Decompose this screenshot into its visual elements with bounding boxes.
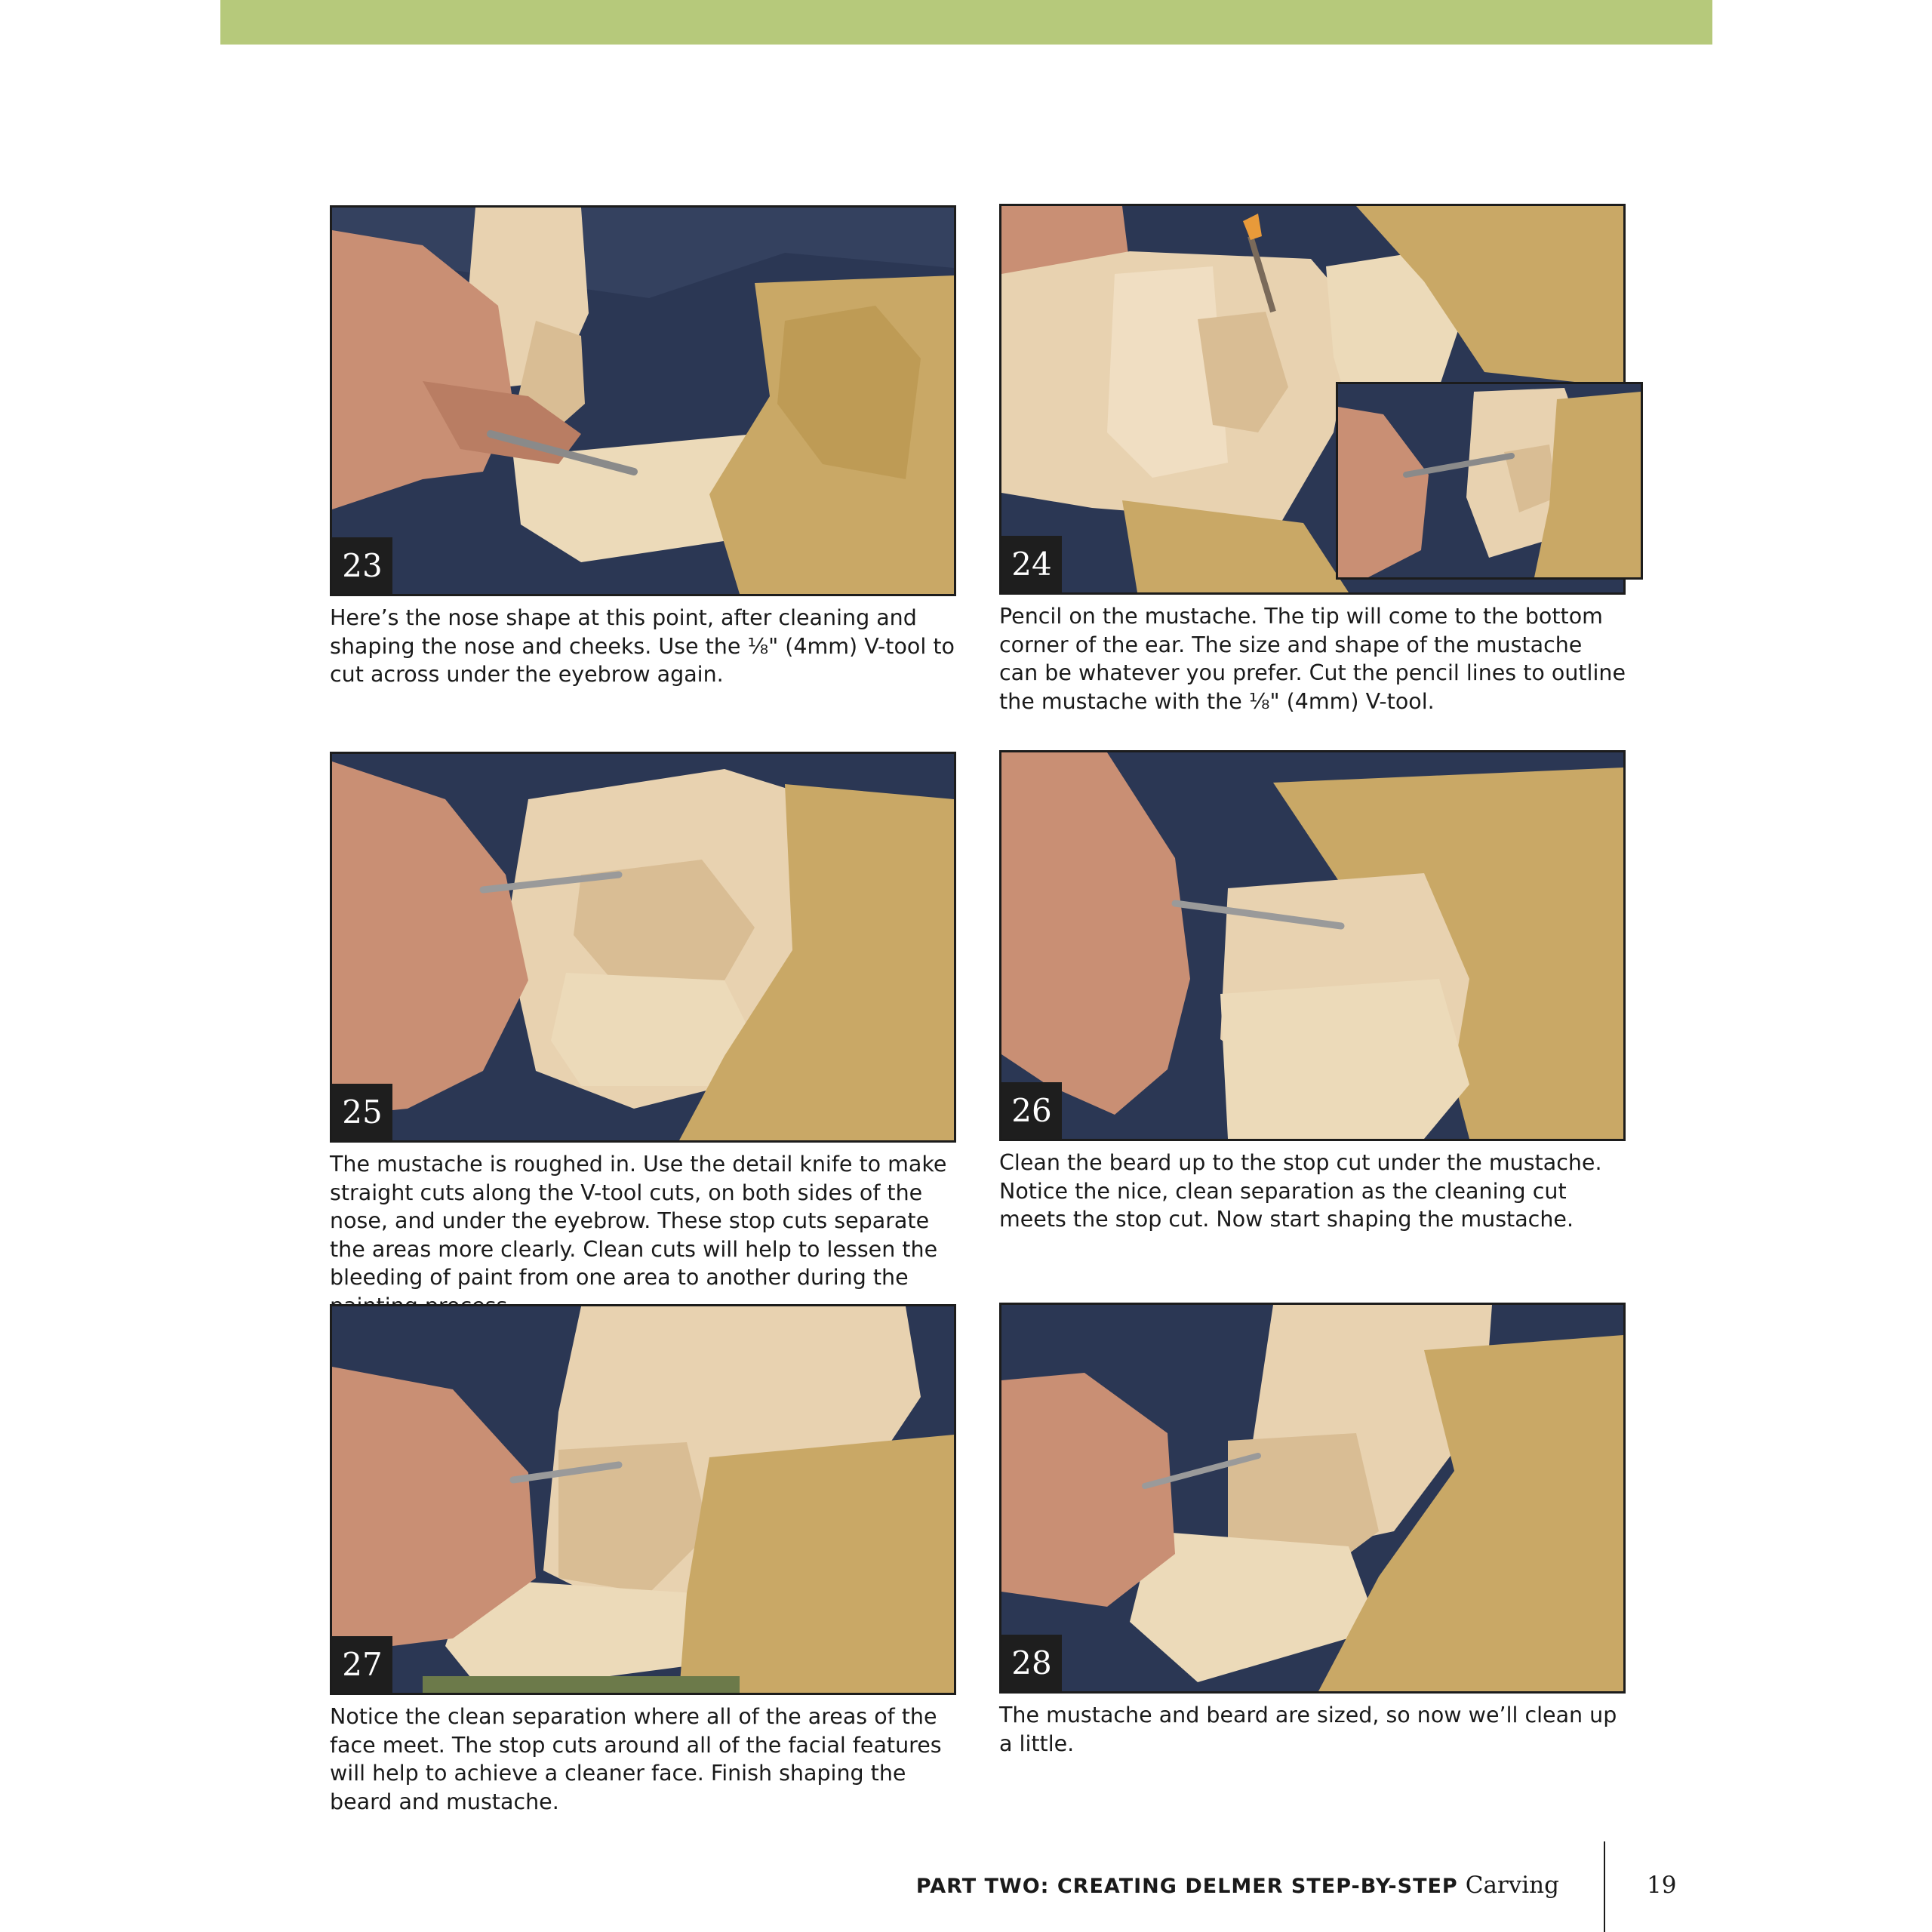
step-caption: Here’s the nose shape at this point, after cleaning and shaping the nose and cheeks. Use the ⅛" (4mm) V-tool to cut across under the eyebrow again. bbox=[330, 605, 955, 687]
step-caption: Pencil on the mustache. The tip will come to the bottom corner of the ear. The size and shape of the mustache can be whatever you prefer. Cut the pencil lines to outline the mustache with the ⅛" (4mm) V-tool. bbox=[999, 604, 1626, 714]
step-number-badge: 23 bbox=[332, 537, 392, 594]
running-footer bbox=[916, 1872, 1559, 1899]
header-color-band bbox=[220, 0, 1712, 45]
step-caption: Notice the clean separation where all of the areas of the face meet. The stop cuts around all of the facial features will help to achieve a cleaner face. Finish shaping the beard and mustache. bbox=[330, 1704, 942, 1814]
step-24-inset-photo bbox=[1336, 382, 1643, 580]
step-number-badge: 28 bbox=[1001, 1635, 1062, 1691]
step-caption: The mustache is roughed in. Use the detail knife to make straight cuts along the V-tool cuts, on both sides of the nose, and under the eyebrow. These stop cuts separate the areas more clearly. Clean cuts will help to lessen the bleeding of paint from one area to another during the bbox=[330, 1152, 947, 1290]
step-photo bbox=[999, 1303, 1626, 1694]
page-number: 19 bbox=[1647, 1872, 1677, 1899]
step-caption: The mustache and beard are sized, so now we’ll clean up a little. bbox=[999, 1703, 1617, 1756]
step-caption: Clean the beard up to the stop cut under the mustache. Notice the nice, clean separation as the cleaning cut meets the stop cut. Now start shaping the mustache. bbox=[999, 1150, 1602, 1232]
footer-subsection: Carving bbox=[1465, 1872, 1559, 1899]
step-photo bbox=[330, 1304, 956, 1695]
step-number-badge: 24 bbox=[1001, 536, 1062, 592]
step-number-badge: 27 bbox=[332, 1636, 392, 1693]
step-photo bbox=[330, 752, 956, 1143]
step-photo bbox=[999, 750, 1626, 1141]
step-number-badge: 26 bbox=[1001, 1082, 1062, 1139]
step-number-badge: 25 bbox=[332, 1084, 392, 1140]
step-photo bbox=[330, 205, 956, 596]
footer-divider bbox=[1604, 1841, 1605, 1932]
footer-section-title: PART TWO: CREATING DELMER STEP-BY-STEP bbox=[915, 1875, 1458, 1898]
